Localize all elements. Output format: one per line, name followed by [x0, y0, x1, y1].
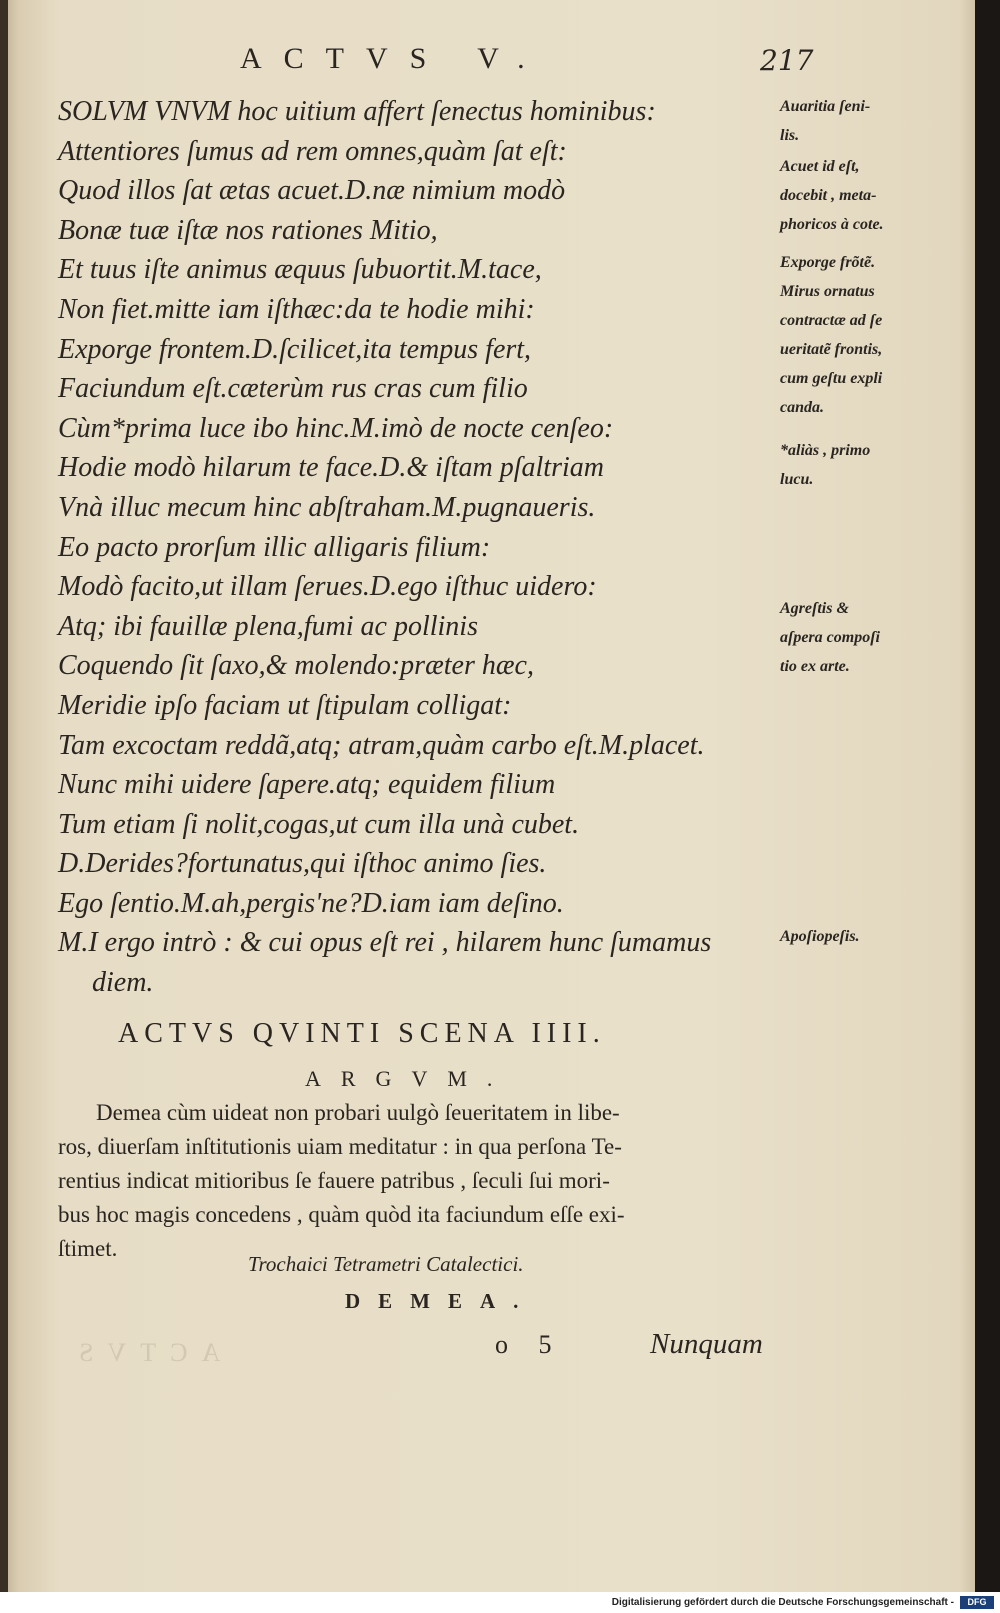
verse-line: Modò facito,ut illam ſerues.D.ego iſthuc uidero:	[58, 571, 597, 603]
margin-note	[780, 594, 960, 681]
verse-line: Meridie ipſo faciam ut ſtipulam colligat:	[58, 689, 512, 721]
margin-note-line: Exporge frõtẽ.	[780, 254, 876, 271]
verse-line: Ego ſentio.M.ah,pergis'ne?D.iam iam deſino.	[58, 887, 564, 919]
margin-note-line: Agreſtis &	[780, 600, 849, 617]
margin-note-line: Acuet id eſt,	[780, 158, 860, 175]
verse-line: Coquendo ſit ſaxo,& molendo:præter hæc,	[58, 650, 534, 682]
margin-note-line: phoricos à cote.	[780, 216, 884, 233]
margin-note-line: *aliàs , primo	[780, 442, 871, 459]
meter-heading: Trochaici Tetrametri Catalectici.	[248, 1252, 524, 1276]
margin-note-line: cum geſtu expli	[780, 370, 883, 387]
argument-line: Demea cùm uideat non probari uulgò ſeueritatem in libe-	[96, 1100, 620, 1125]
argument-heading: ARGVM.	[305, 1066, 513, 1091]
verse-line: Cùm*prima luce ibo hinc.M.imò de nocte cenſeo:	[58, 412, 614, 444]
argument-paragraph	[58, 1096, 778, 1266]
verse-line: Bonæ tuæ iſtæ nos rationes Mitio,	[58, 214, 438, 246]
verse-line: SOLVM VNVM hoc uitium affert ſenectus hominibus:	[58, 96, 656, 127]
margin-note-line: lis.	[780, 127, 800, 144]
margin-note	[780, 922, 960, 951]
verse-line: D.Derides?fortunatus,qui iſthoc animo ſies.	[58, 848, 547, 880]
verse-line: Eo pacto prorſum illic alligaris filium:	[58, 531, 491, 563]
argument-line: ros, diuerſam inſtitutionis uiam meditatur : in qua perſona Te-	[58, 1134, 622, 1159]
verse-line: Atq; ibi fauillæ plena,fumi ac pollinis	[58, 610, 478, 642]
margin-note-line: docebit , meta-	[780, 187, 877, 204]
verse-block	[58, 92, 778, 1003]
verse-line: Et tuus iſte animus æquus ſubuortit.M.tace,	[58, 254, 542, 286]
margin-note	[780, 248, 960, 422]
margin-note-line: tio ex arte.	[780, 658, 850, 675]
verse-line: Exporge frontem.D.ſcilicet,ita tempus fert,	[58, 333, 532, 365]
verse-line: Non fiet.mitte iam iſthæc:da te hodie mihi:	[58, 293, 535, 325]
footer-credit: Digitalisierung gefördert durch die Deutsche Forschungsgemeinschaft -	[611, 1597, 954, 1608]
scene-title: ACTVS QVINTI SCENA IIII.	[118, 1018, 606, 1049]
margin-note-line: lucu.	[780, 471, 814, 488]
verse-line: diem.	[92, 967, 154, 999]
margin-note-line: Apoſiopeſis.	[780, 928, 860, 945]
margin-note-line: Auaritia ſeni-	[780, 98, 871, 115]
verse-line: Vnà illuc mecum hinc abſtraham.M.pugnaueris.	[58, 491, 596, 523]
verse-line: Tam excoctam reddã,atq; atram,quàm carbo eſt.M.placet.	[58, 729, 705, 761]
show-through-ink: ACTVS	[65, 1338, 221, 1367]
margin-note-line: aſpera compoſi	[780, 629, 880, 646]
running-head: ACTVS V.	[240, 42, 547, 75]
speaker-name: DEMEA.	[345, 1289, 537, 1313]
dfg-logo-icon: DFG	[960, 1596, 994, 1609]
margin-note	[780, 152, 960, 239]
margin-note	[780, 92, 960, 150]
signature-mark: o 5	[495, 1330, 564, 1359]
margin-note-line: canda.	[780, 399, 824, 416]
verse-line: Faciundum eſt.cæterùm rus cras cum filio	[58, 373, 528, 405]
catchword: Nunquam	[650, 1328, 763, 1360]
digitization-footer	[0, 1592, 1000, 1613]
verse-line: Tum etiam ſi nolit,cogas,ut cum illa unà cubet.	[58, 808, 580, 840]
page-gutter	[0, 0, 8, 1592]
margin-note-line: contractæ ad ſe	[780, 312, 883, 329]
verse-line: Attentiores ſumus ad rem omnes,quàm ſat eſt:	[58, 135, 567, 167]
verse-line: Quod illos ſat ætas acuet.D.næ nimium modò	[58, 175, 566, 207]
page-number: 217	[760, 44, 814, 77]
verse-line: M.I ergo intrò : & cui opus eſt rei , hilarem hunc ſumamus	[58, 927, 712, 959]
margin-note-line: Mirus ornatus	[780, 283, 875, 300]
verse-line: Nunc mihi uidere ſapere.atq; equidem filium	[58, 769, 556, 801]
margin-note-line: ueritatẽ frontis,	[780, 341, 883, 358]
margin-note	[780, 436, 960, 494]
verse-line: Hodie modò hilarum te face.D.& iſtam pſaltriam	[58, 452, 604, 484]
argument-line: bus hoc magis concedens , quàm quòd ita faciundum eſſe exi-	[58, 1202, 625, 1227]
argument-line: ſtimet.	[58, 1236, 118, 1261]
argument-line: rentius indicat mitioribus ſe fauere patribus , ſeculi ſui mori-	[58, 1168, 610, 1193]
